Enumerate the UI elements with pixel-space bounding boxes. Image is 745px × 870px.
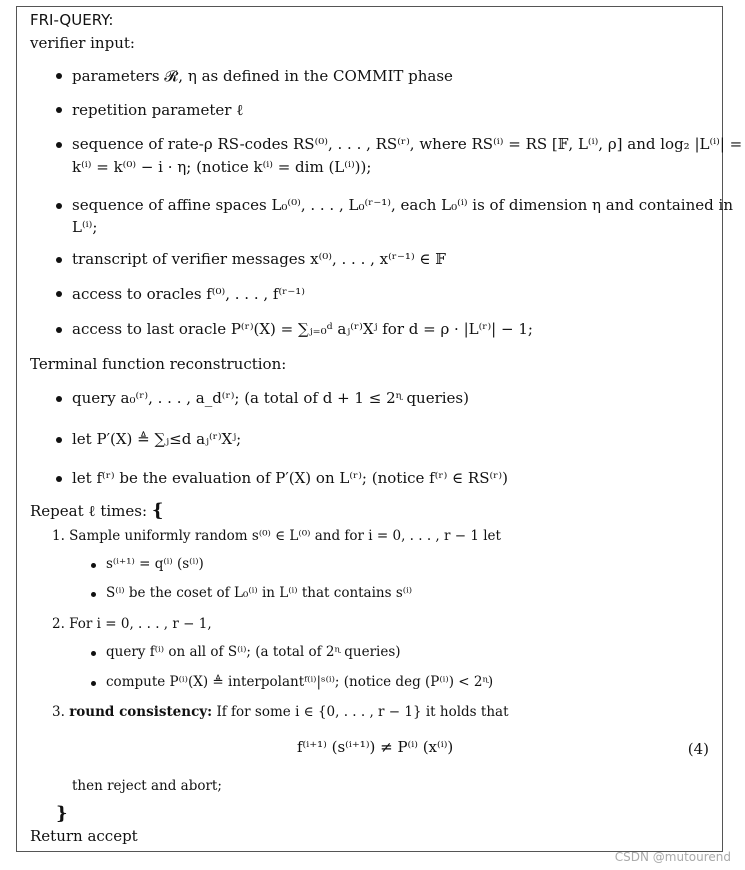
return-accept: Return accept: [30, 827, 138, 845]
bullet-let-p: let P′(X) ≜ ∑ⱼ≤d aⱼ⁽ʳ⁾Xʲ;: [72, 430, 242, 448]
step-2-for: 2. For i = 0, . . . , r − 1,: [52, 616, 212, 632]
bullet-affine-line1: sequence of affine spaces L₀⁽⁰⁾, . . . , L₀⁽ʳ⁻¹⁾, each L₀⁽ⁱ⁾ is of dimension η and contained in: [72, 196, 733, 214]
bullet-repetition: repetition parameter ℓ: [72, 101, 244, 119]
algorithm-title: FRI-QUERY:: [30, 11, 114, 29]
repeat-brace-open: {: [151, 500, 164, 521]
repeat-brace-close: }: [56, 803, 68, 824]
verifier-input-label: verifier input:: [30, 34, 135, 52]
algorithm-box: [16, 6, 723, 852]
repeat-label: Repeat ℓ times: {: [30, 500, 164, 521]
bullet-marker: [56, 142, 62, 148]
step-1-s-next: s⁽ⁱ⁺¹⁾ = q⁽ⁱ⁾ (s⁽ⁱ⁾): [106, 556, 204, 572]
step-2-compute: compute P⁽ⁱ⁾(X) ≜ interpolantᶠ⁽ⁱ⁾|ˢ⁽ⁱ⁾; (notice deg (P⁽ⁱ⁾) < 2ᶯ): [106, 674, 494, 690]
bullet-oracles: access to oracles f⁽⁰⁾, . . . , f⁽ʳ⁻¹⁾: [72, 285, 305, 303]
step-3-round-consistency: 3. round consistency: If for some i ∈ {0, . . . , r − 1} it holds that: [52, 704, 509, 720]
step-1-coset: S⁽ⁱ⁾ be the coset of L₀⁽ⁱ⁾ in L⁽ⁱ⁾ that contains s⁽ⁱ⁾: [106, 585, 413, 601]
bullet-marker: [56, 203, 62, 209]
equation-number: (4): [687, 740, 709, 758]
bullet-rs-codes-line1: sequence of rate-ρ RS-codes RS⁽⁰⁾, . . . , RS⁽ʳ⁾, where RS⁽ⁱ⁾ = RS [𝔽, L⁽ⁱ⁾, ρ] and log₂ |L⁽ⁱ⁾| =: [72, 135, 743, 153]
round-consistency-label: round consistency:: [69, 704, 213, 720]
step-2-query-f: query f⁽ⁱ⁾ on all of S⁽ⁱ⁾; (a total of 2ᶯ queries): [106, 644, 401, 660]
bullet-query-a: query a₀⁽ʳ⁾, . . . , a_d⁽ʳ⁾; (a total of d + 1 ≤ 2ᶯ queries): [72, 389, 469, 407]
bullet-transcript: transcript of verifier messages x⁽⁰⁾, . . . , x⁽ʳ⁻¹⁾ ∈ 𝔽: [72, 250, 446, 268]
bullet-marker: [91, 592, 96, 597]
bullet-affine-line2: L⁽ⁱ⁾;: [72, 218, 98, 236]
bullet-marker: [56, 476, 62, 482]
watermark: CSDN @mutourend: [614, 850, 731, 864]
bullet-marker: [56, 291, 62, 297]
bullet-parameters: parameters 𝓡, η as defined in the COMMIT phase: [72, 67, 453, 85]
terminal-label: Terminal function reconstruction:: [30, 355, 287, 373]
bullet-marker: [56, 257, 62, 263]
bullet-rs-codes-line2: k⁽ⁱ⁾ = k⁽⁰⁾ − i · η; (notice k⁽ⁱ⁾ = dim (L⁽ⁱ⁾));: [72, 158, 372, 176]
consistency-equation: f⁽ⁱ⁺¹⁾ (s⁽ⁱ⁺¹⁾) ≠ P⁽ⁱ⁾ (x⁽ⁱ⁾): [297, 738, 454, 756]
then-reject: then reject and abort;: [72, 778, 222, 794]
step-1-sample: 1. Sample uniformly random s⁽⁰⁾ ∈ L⁽⁰⁾ and for i = 0, . . . , r − 1 let: [52, 528, 501, 544]
bullet-last-oracle: access to last oracle P⁽ʳ⁾(X) = ∑ⱼ₌₀ᵈ aⱼ⁽ʳ⁾Xʲ for d = ρ · |L⁽ʳ⁾| − 1;: [72, 320, 533, 338]
bullet-marker: [91, 681, 96, 686]
bullet-marker: [56, 396, 62, 402]
bullet-marker: [56, 107, 62, 113]
bullet-marker: [91, 563, 96, 568]
bullet-let-f: let f⁽ʳ⁾ be the evaluation of P′(X) on L⁽ʳ⁾; (notice f⁽ʳ⁾ ∈ RS⁽ʳ⁾): [72, 469, 508, 487]
bullet-marker: [91, 651, 96, 656]
bullet-marker: [56, 73, 62, 79]
bullet-marker: [56, 327, 62, 333]
bullet-marker: [56, 437, 62, 443]
